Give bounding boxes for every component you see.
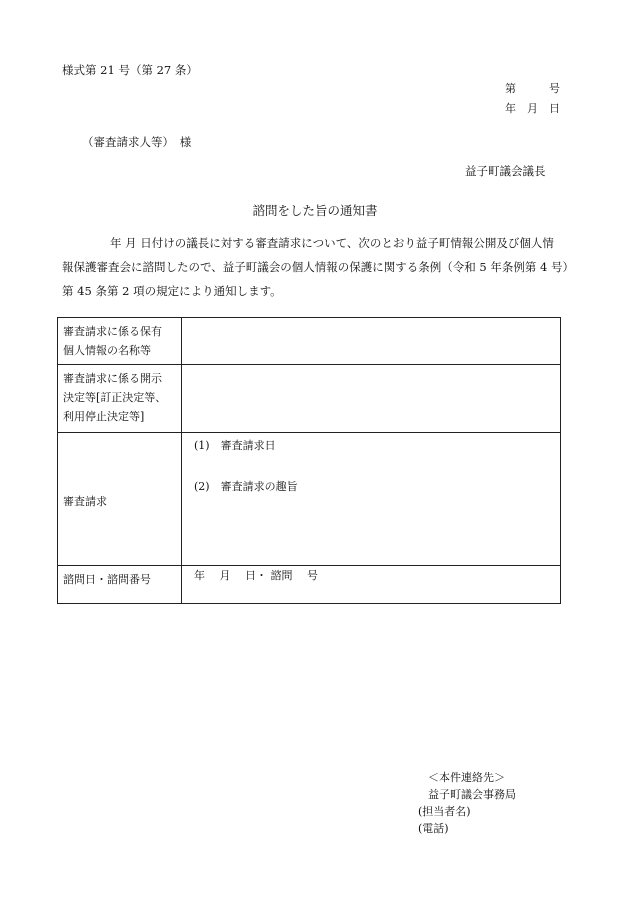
form-number: 様式第 21 号（第 27 条）: [62, 63, 198, 77]
contact-title: ＜本件連絡先＞: [428, 771, 505, 784]
review-request-purpose-item: (2) 審査請求の趣旨: [194, 480, 298, 493]
body-paragraph: [62, 231, 582, 303]
body-line-1: 年 月 日付けの議長に対する審査請求について、次のとおり益子町情報公開及び個人情: [110, 236, 554, 250]
table-row: [58, 318, 561, 365]
row-label-personal-info-name: 審査請求に係る保有 個人情報の名称等: [58, 318, 182, 365]
body-line-3: 第 45 条第 2 項の規定により通知します。: [62, 284, 282, 298]
row-value-disclosure-decision: [182, 365, 561, 433]
contact-office: 益子町議会事務局: [428, 788, 516, 801]
body-line-2: 報保護審査会に諮問したので、益子町議会の個人情報の保護に関する条例（令和 5 年条例第 4 号）: [62, 260, 575, 274]
table-row: [58, 566, 561, 604]
row-label-disclosure-decision: 審査請求に係る開示 決定等[訂正決定等、 利用停止決定等]: [58, 365, 182, 433]
document-title: 諮問をした旨の通知書: [252, 203, 378, 218]
sender: 益子町議会議長: [465, 164, 546, 178]
row-label-inquiry-date-number: 諮問日・諮問番号: [58, 566, 182, 604]
row-value-inquiry-date-number: 年 月 日・ 諮問 号: [182, 566, 561, 604]
details-table: [57, 317, 561, 604]
row-label-review-request: 審査請求: [58, 433, 182, 566]
addressee: （審査請求人等） 様: [82, 135, 192, 149]
table-row: [58, 365, 561, 433]
row-value-review-request: [182, 433, 561, 566]
document-date-line: 年 月 日: [505, 102, 560, 115]
contact-phone: (電話): [418, 822, 449, 835]
contact-block: [418, 769, 516, 837]
document-number-line: 第 号: [505, 82, 560, 95]
review-request-date-item: (1) 審査請求日: [194, 439, 276, 452]
contact-person: (担当者名): [418, 805, 471, 818]
row-value-personal-info-name: [182, 318, 561, 365]
table-row: [58, 433, 561, 566]
